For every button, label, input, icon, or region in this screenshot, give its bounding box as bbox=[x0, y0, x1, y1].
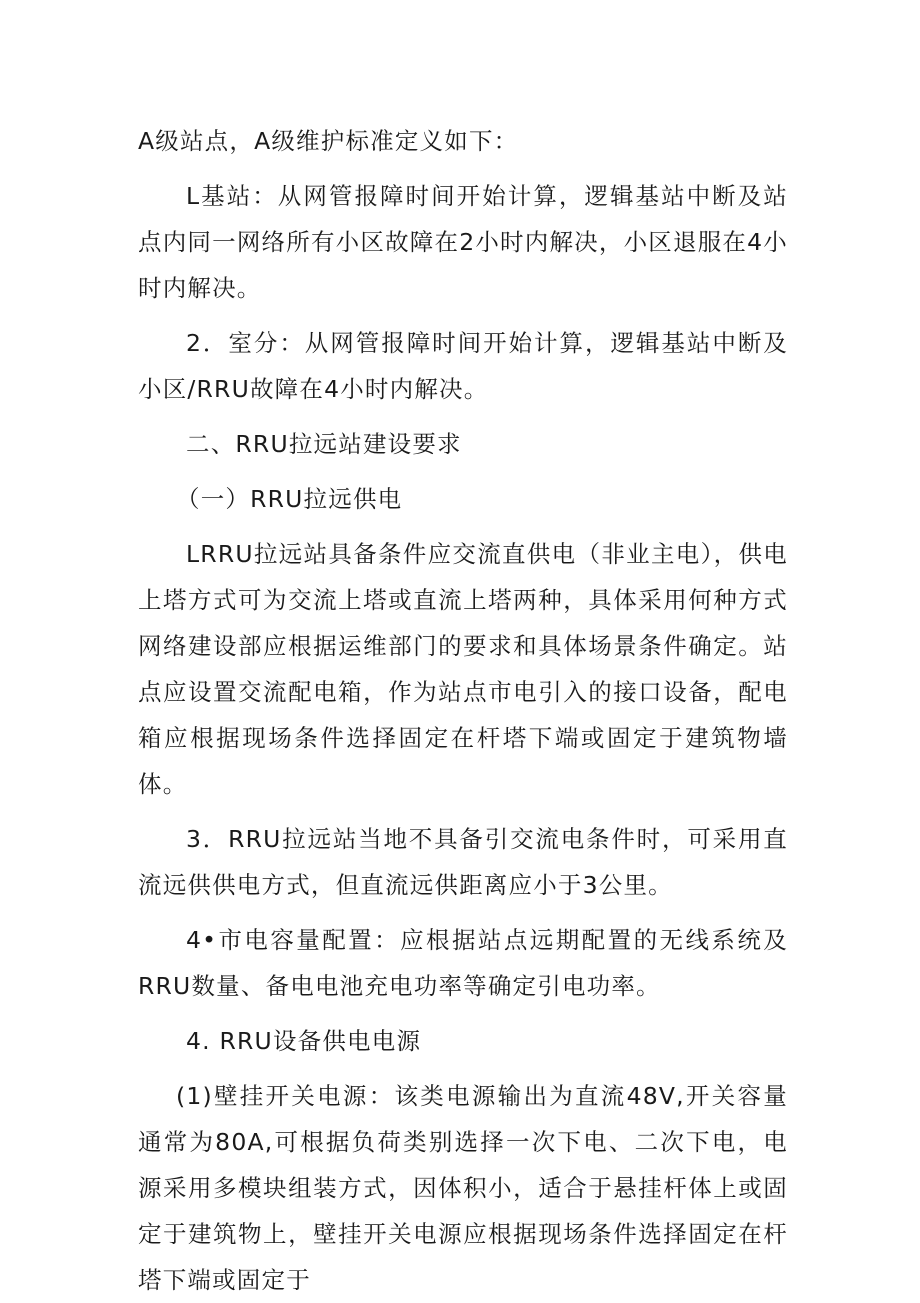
paragraph-ac-direct-supply: LRRU拉远站具备条件应交流直供电（非业主电），供电上塔方式可为交流上塔或直流上塔两种，具体采用何种方式网络建设部应根据运维部门的要求和具体场景条件确定。站点应设置交流配电箱，作为站点市电引入的接口设备，配电箱应根据现场条件选择固定在杆塔下端或固定于建筑物墙体。 bbox=[138, 540, 788, 798]
paragraph-wall-mounted-switch: (1)壁挂开关电源：该类电源输出为直流48V,开关容量通常为80A,可根据负荷类别选择一次下电、二次下电，电源采用多模块组装方式，因体积小，适合于悬挂杆体上或固定于建筑物上，壁挂开关电源应根据现场条件选择固定在杆塔下端或固定于 bbox=[138, 1082, 788, 1294]
paragraph-power-capacity: 4•市电容量配置：应根据站点远期配置的无线系统及RRU数量、备电电池充电功率等确定引电功率。 bbox=[138, 926, 788, 1000]
paragraph-rru-power-source: 4. RRU设备供电电源 bbox=[186, 1027, 422, 1055]
paragraph-base-station: L基站：从网管报障时间开始计算，逻辑基站中断及站点内同一网络所有小区故障在2小时内解决，小区退服在4小时内解决。 bbox=[138, 182, 788, 302]
document-body bbox=[138, 118, 788, 1303]
paragraph-dc-remote-supply: 3．RRU拉远站当地不具备引交流电条件时，可采用直流远供供电方式，但直流远供距离应小于3公里。 bbox=[138, 825, 788, 899]
section-heading-rru-requirements: 二、RRU拉远站建设要求 bbox=[186, 430, 462, 458]
subsection-heading-rru-power: （一）RRU拉远供电 bbox=[176, 485, 403, 513]
paragraph-indoor-coverage: 2．室分：从网管报障时间开始计算，逻辑基站中断及小区/RRU故障在4小时内解决。 bbox=[138, 329, 788, 403]
paragraph-grade-a-intro: A级站点，A级维护标准定义如下： bbox=[138, 127, 519, 155]
